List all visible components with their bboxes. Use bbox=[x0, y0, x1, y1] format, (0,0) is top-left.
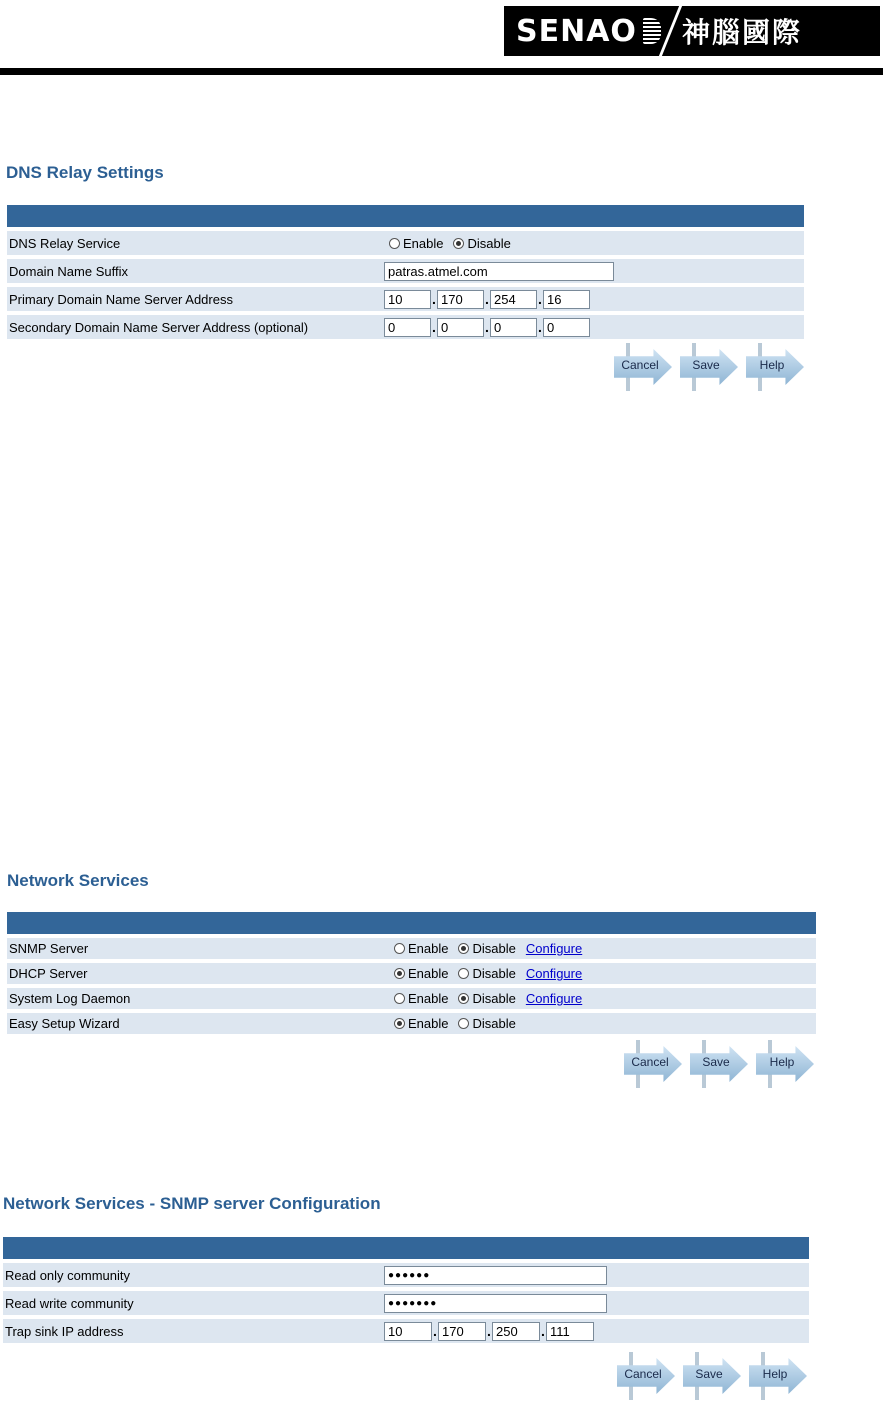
secondary-dns-octet-2[interactable]: 0 bbox=[437, 318, 484, 337]
button-label: Save bbox=[695, 1367, 723, 1381]
option-label: Enable bbox=[408, 941, 449, 956]
row-label: Trap sink IP address bbox=[5, 1323, 124, 1339]
secondary-dns-octet-1[interactable]: 0 bbox=[384, 318, 431, 337]
snmp-config-buttons bbox=[617, 1352, 807, 1400]
wizard-disable-radio[interactable] bbox=[458, 1016, 515, 1031]
row-label: Secondary Domain Name Server Address (optional) bbox=[9, 319, 309, 335]
primary-dns-octet-1[interactable]: 10 bbox=[384, 290, 431, 309]
trap-ip-octet-1[interactable]: 10 bbox=[384, 1322, 432, 1341]
secondary-dns-octet-4[interactable]: 0 bbox=[543, 318, 590, 337]
row-label: Primary Domain Name Server Address bbox=[9, 291, 233, 307]
radio-icon[interactable] bbox=[458, 993, 469, 1004]
primary-dns-octet-3[interactable]: 254 bbox=[490, 290, 537, 309]
syslog-enable-radio[interactable] bbox=[394, 991, 448, 1006]
logo-divider bbox=[658, 4, 683, 58]
dns-relay-enable-radio[interactable] bbox=[389, 236, 443, 251]
row-label: Domain Name Suffix bbox=[9, 263, 128, 279]
option-label: Disable bbox=[472, 1016, 516, 1031]
trap-sink-ip-row: Trap sink IP address 10 . 170 . 250 . 111 bbox=[3, 1319, 809, 1343]
snmp-configure-link[interactable]: Configure bbox=[525, 941, 583, 956]
button-label: Cancel bbox=[631, 1055, 669, 1069]
domain-suffix-input[interactable]: patras.atmel.com bbox=[384, 262, 614, 281]
primary-dns-octet-4[interactable]: 16 bbox=[543, 290, 590, 309]
row-label: DNS Relay Service bbox=[9, 235, 121, 251]
dhcp-disable-radio[interactable] bbox=[458, 966, 515, 981]
button-label: Help bbox=[769, 1055, 795, 1069]
button-label: Cancel bbox=[621, 358, 659, 372]
snmp-config-title: Network Services - SNMP server Configuration bbox=[3, 1194, 381, 1213]
row-label: Read write community bbox=[5, 1295, 134, 1311]
panel-header-bar bbox=[7, 205, 804, 227]
dns-relay-disable-radio[interactable] bbox=[453, 236, 510, 251]
dhcp-enable-radio[interactable] bbox=[394, 966, 448, 981]
snmp-server-row bbox=[7, 938, 816, 959]
option-label: Enable bbox=[408, 1016, 449, 1031]
dns-relay-title: DNS Relay Settings bbox=[6, 163, 164, 182]
cancel-button[interactable] bbox=[617, 1352, 675, 1400]
domain-suffix-row bbox=[7, 259, 804, 283]
senao-logo bbox=[504, 6, 880, 56]
radio-icon[interactable] bbox=[458, 943, 469, 954]
option-label: Enable bbox=[408, 991, 449, 1006]
button-label: Help bbox=[762, 1367, 788, 1381]
option-label: Disable bbox=[472, 966, 516, 981]
network-services-buttons bbox=[624, 1040, 814, 1088]
network-services-title: Network Services bbox=[7, 871, 149, 890]
help-button[interactable] bbox=[749, 1352, 807, 1400]
button-label: Cancel bbox=[624, 1367, 662, 1381]
radio-icon[interactable] bbox=[458, 1018, 469, 1029]
option-label: Disable bbox=[472, 941, 516, 956]
option-label: Disable bbox=[472, 991, 516, 1006]
help-button[interactable] bbox=[756, 1040, 814, 1088]
radio-icon[interactable] bbox=[453, 238, 464, 249]
row-label: System Log Daemon bbox=[9, 991, 131, 1006]
radio-icon[interactable] bbox=[394, 1018, 405, 1029]
dns-relay-service-row bbox=[7, 231, 804, 255]
read-only-community-input[interactable]: ●●●●●● bbox=[384, 1266, 607, 1285]
read-write-community-row bbox=[3, 1291, 809, 1315]
save-button[interactable] bbox=[680, 343, 738, 391]
easy-setup-row bbox=[7, 1013, 816, 1034]
trap-ip-octet-3[interactable]: 250 bbox=[492, 1322, 540, 1341]
primary-dns-row: Primary Domain Name Server Address 10 . 170 . 254 . 16 bbox=[7, 287, 804, 311]
save-button[interactable] bbox=[690, 1040, 748, 1088]
radio-icon[interactable] bbox=[394, 943, 405, 954]
option-label: Enable bbox=[403, 235, 444, 251]
row-label: DHCP Server bbox=[9, 966, 88, 981]
button-label: Save bbox=[692, 358, 720, 372]
dhcp-server-row bbox=[7, 963, 816, 984]
syslog-disable-radio[interactable] bbox=[458, 991, 515, 1006]
cancel-button[interactable] bbox=[624, 1040, 682, 1088]
logo-text-zh: 神腦國際 bbox=[681, 16, 802, 49]
secondary-dns-octet-3[interactable]: 0 bbox=[490, 318, 537, 337]
network-services-panel bbox=[7, 912, 816, 1034]
syslog-configure-link[interactable]: Configure bbox=[525, 991, 583, 1006]
read-only-community-row bbox=[3, 1263, 809, 1287]
secondary-dns-row: Secondary Domain Name Server Address (optional) 0 . 0 . 0 . 0 bbox=[7, 315, 804, 339]
help-button[interactable] bbox=[746, 343, 804, 391]
read-write-community-input[interactable]: ●●●●●●● bbox=[384, 1294, 607, 1313]
radio-icon[interactable] bbox=[458, 968, 469, 979]
option-label: Enable bbox=[408, 966, 449, 981]
button-label: Save bbox=[702, 1055, 730, 1069]
row-label: Easy Setup Wizard bbox=[9, 1016, 120, 1031]
radio-icon[interactable] bbox=[394, 968, 405, 979]
syslog-row bbox=[7, 988, 816, 1009]
dns-relay-panel bbox=[7, 205, 804, 339]
dns-relay-buttons bbox=[614, 343, 804, 391]
row-label: SNMP Server bbox=[9, 941, 89, 956]
option-label: Disable bbox=[467, 235, 511, 251]
panel-header-bar bbox=[7, 912, 816, 934]
snmp-enable-radio[interactable] bbox=[394, 941, 448, 956]
row-label: Read only community bbox=[5, 1267, 130, 1283]
panel-header-bar bbox=[3, 1237, 809, 1259]
header-rule bbox=[0, 68, 883, 75]
snmp-config-panel bbox=[3, 1237, 809, 1343]
snmp-disable-radio[interactable] bbox=[458, 941, 515, 956]
radio-icon[interactable] bbox=[394, 993, 405, 1004]
trap-ip-octet-4[interactable]: 111 bbox=[546, 1322, 594, 1341]
trap-ip-octet-2[interactable]: 170 bbox=[438, 1322, 486, 1341]
primary-dns-octet-2[interactable]: 170 bbox=[437, 290, 484, 309]
save-button[interactable] bbox=[683, 1352, 741, 1400]
wizard-enable-radio[interactable] bbox=[394, 1016, 448, 1031]
logo-text-en: SENAO bbox=[516, 13, 637, 49]
logo-mark-icon bbox=[643, 18, 661, 44]
radio-icon[interactable] bbox=[389, 238, 400, 249]
cancel-button[interactable] bbox=[614, 343, 672, 391]
dhcp-configure-link[interactable]: Configure bbox=[525, 966, 583, 981]
button-label: Help bbox=[759, 358, 785, 372]
